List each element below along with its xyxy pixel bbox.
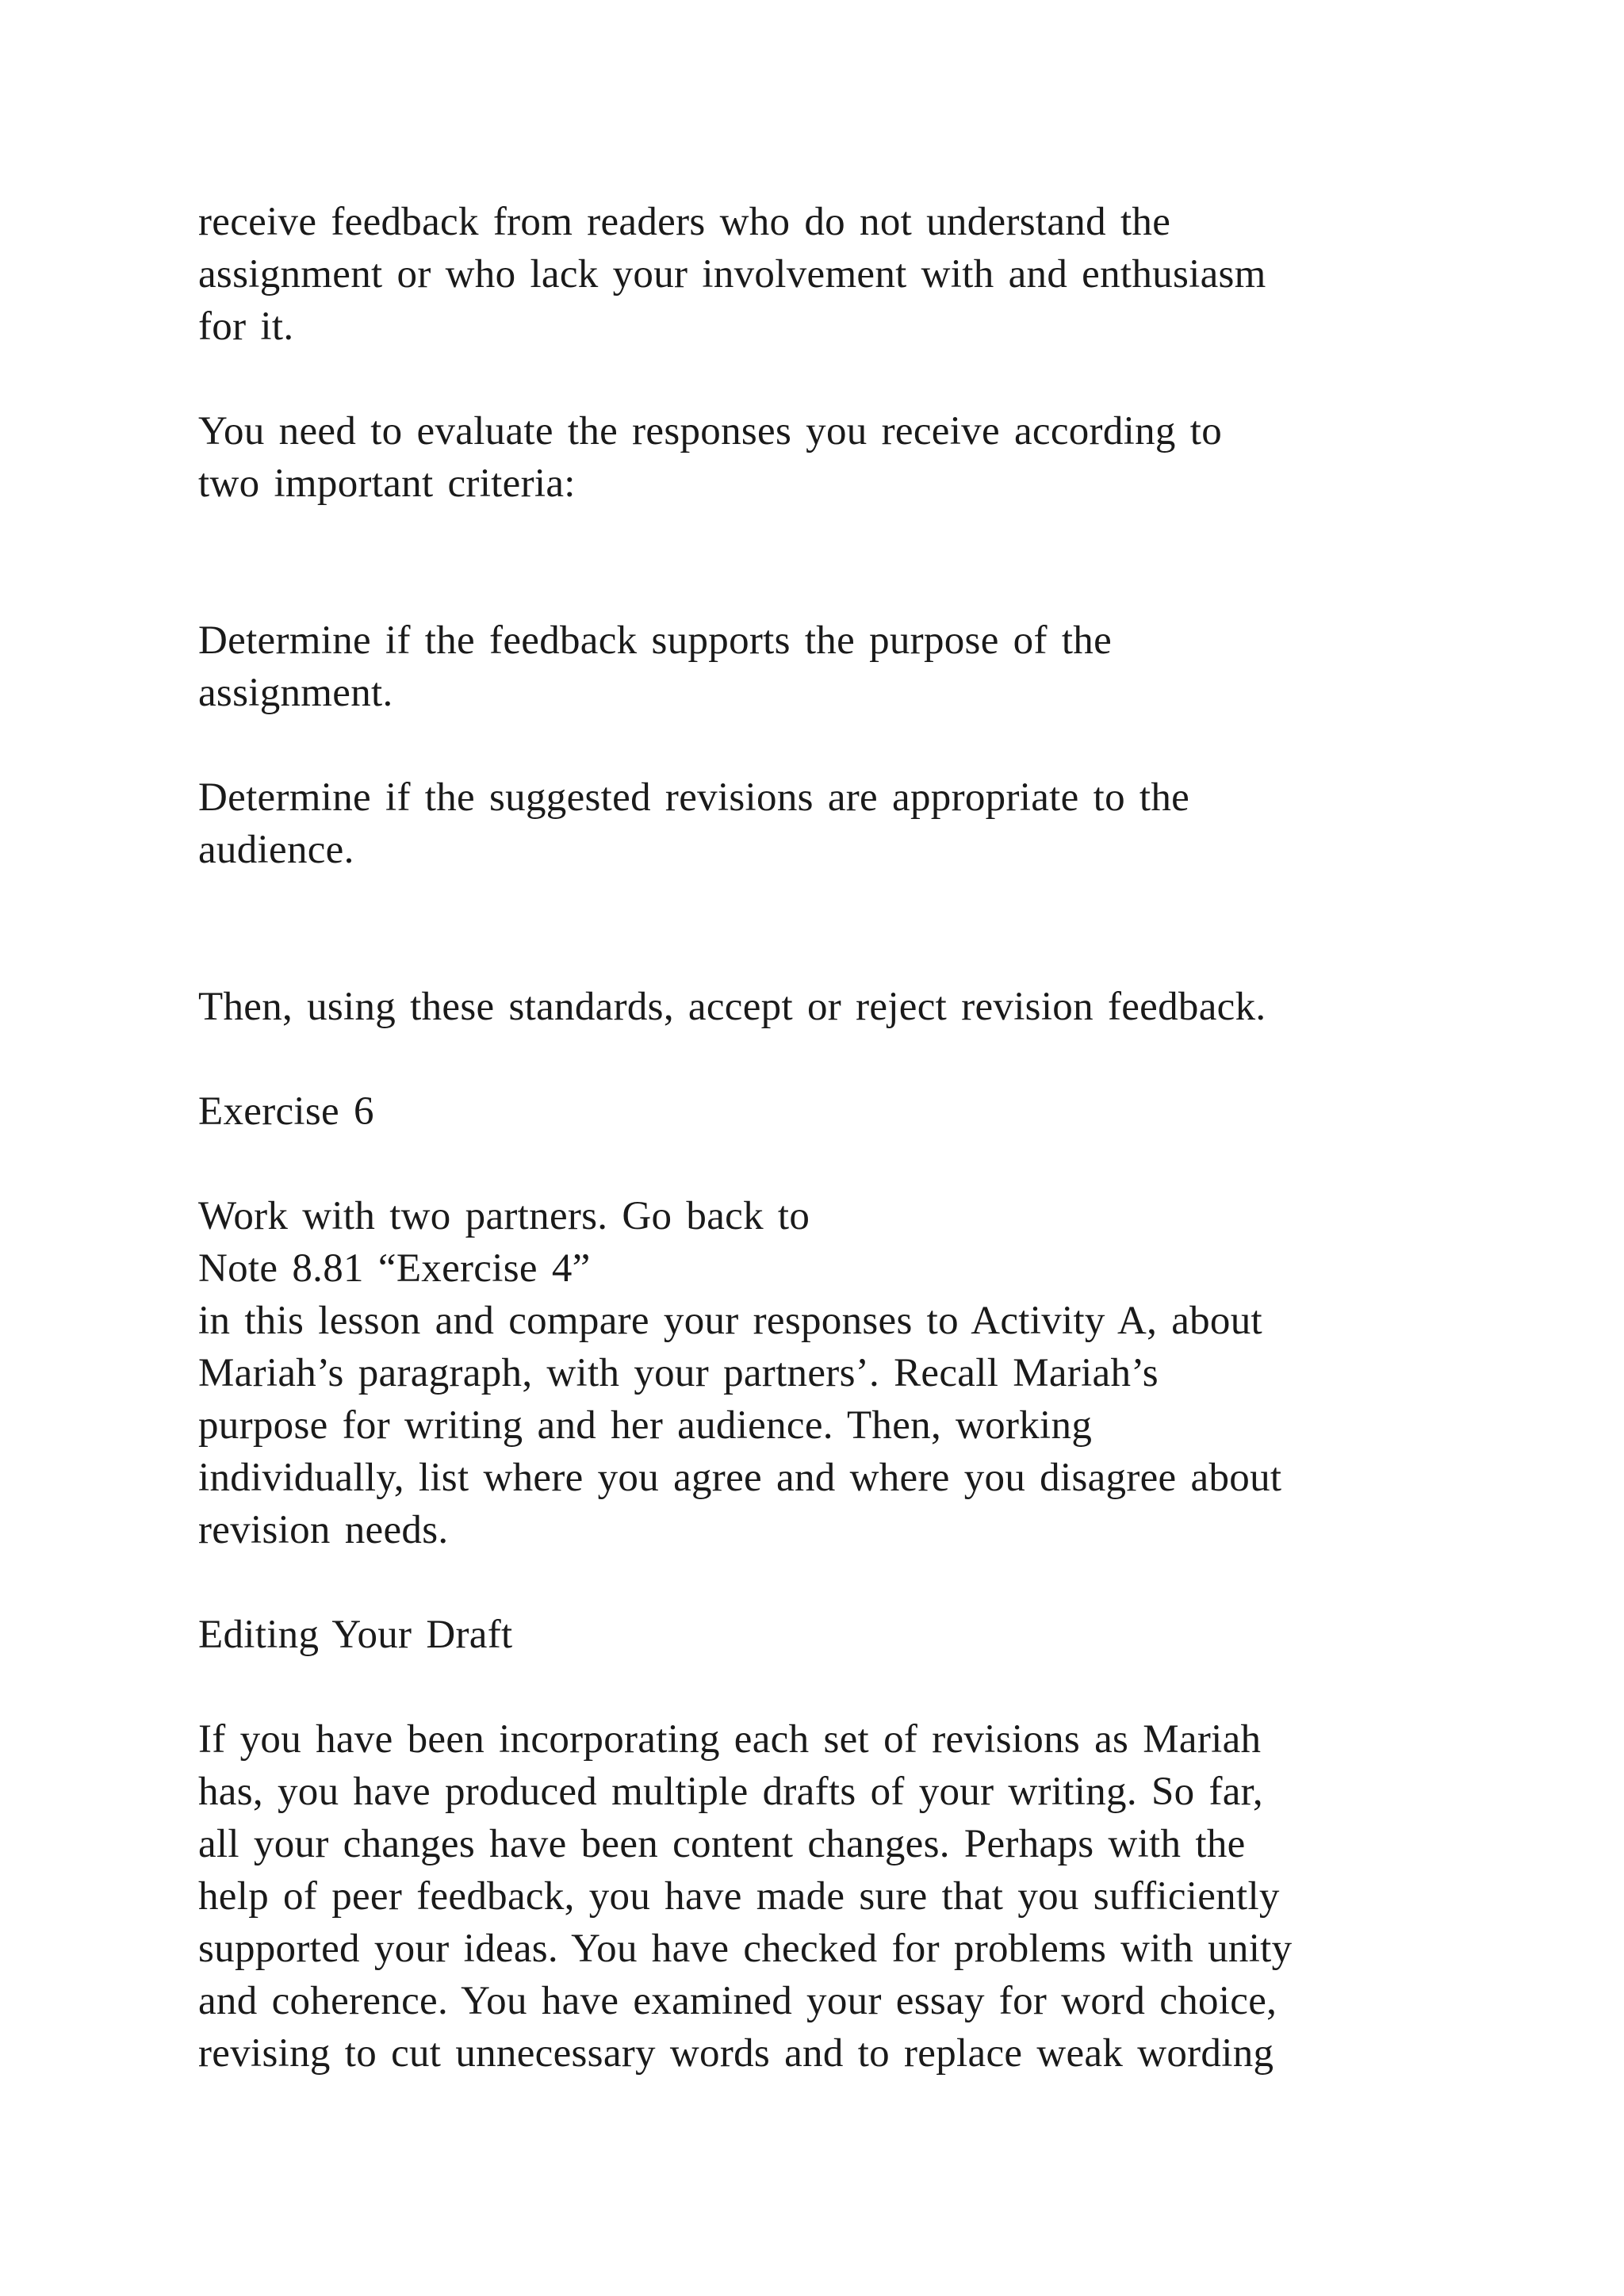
list-item-text: Determine if the feedback supports the purpose of the (198, 618, 1113, 663)
section-heading: Editing Your Draft (198, 1613, 513, 1657)
text-line: revising to cut unnecessary words and to replace weak wording (198, 2031, 1274, 2076)
note-reference: Note 8.81 “Exercise 4” (198, 1246, 591, 1291)
text-line: If you have been incorporating each set of revisions as Mariah (198, 1717, 1262, 1762)
text-line: two important criteria: (198, 461, 576, 506)
text-line: receive feedback from readers who do not understand the (198, 200, 1171, 244)
text-line: You need to evaluate the responses you receive according to (198, 409, 1223, 453)
text-line: supported your ideas. You have checked for problems with unity (198, 1927, 1293, 1971)
list-item-text: audience. (198, 828, 354, 872)
text-line: all your changes have been content changes. Perhaps with the (198, 1822, 1246, 1866)
text-line: purpose for writing and her audience. Then, working (198, 1403, 1093, 1448)
list-item-text: assignment. (198, 671, 393, 715)
text-line: revision needs. (198, 1508, 449, 1552)
text-line: Work with two partners. Go back to (198, 1194, 810, 1238)
text-line: help of peer feedback, you have made sure that you sufficiently (198, 1874, 1280, 1919)
text-line: Then, using these standards, accept or reject revision feedback. (198, 985, 1266, 1029)
text-line: assignment or who lack your involvement with and enthusiasm (198, 252, 1266, 297)
exercise-heading: Exercise 6 (198, 1089, 374, 1134)
list-item-text: Determine if the suggested revisions are appropriate to the (198, 775, 1190, 820)
text-line: Mariah’s paragraph, with your partners’. Recall Mariah’s (198, 1351, 1159, 1395)
text-line: for it. (198, 304, 294, 349)
text-line: in this lesson and compare your responses to Activity A, about (198, 1299, 1263, 1343)
text-line: has, you have produced multiple drafts of your writing. So far, (198, 1770, 1263, 1814)
text-line: and coherence. You have examined your essay for word choice, (198, 1979, 1277, 2023)
text-line: individually, list where you agree and where you disagree about (198, 1456, 1282, 1500)
